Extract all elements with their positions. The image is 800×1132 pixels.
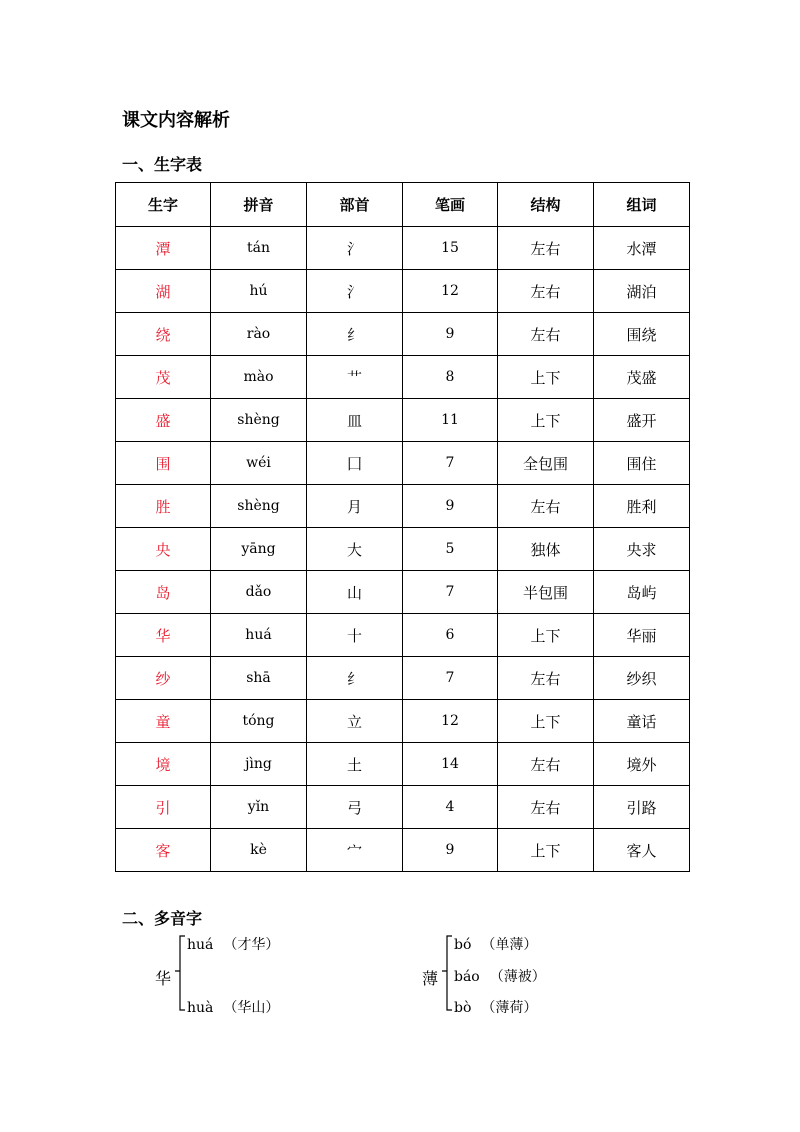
column-header: 部首 [307, 183, 403, 227]
table-cell-radical: 囗 [307, 442, 403, 485]
table-cell-structure: 独体 [498, 528, 594, 571]
table-cell-strokes: 12 [403, 270, 498, 313]
table-cell-pinyin: yǐn [211, 786, 307, 829]
table-cell-structure: 半包围 [498, 571, 594, 614]
table-cell-character: 茂 [116, 356, 211, 399]
brace-icon [440, 934, 454, 1012]
table-cell-strokes: 9 [403, 485, 498, 528]
table-cell-strokes: 15 [403, 227, 498, 270]
table-row [116, 227, 690, 270]
table-cell-character: 胜 [116, 485, 211, 528]
table-cell-character: 央 [116, 528, 211, 571]
table-cell-structure: 上下 [498, 614, 594, 657]
table-cell-pinyin: yāng [211, 528, 307, 571]
table-cell-strokes: 8 [403, 356, 498, 399]
table-cell-radical: 纟 [307, 313, 403, 356]
brace-icon [173, 934, 187, 1012]
section-heading-new-characters: 一、生字表 [122, 155, 203, 174]
reading-example-word: （单薄） [481, 937, 538, 953]
table-cell-character: 盛 [116, 399, 211, 442]
table-cell-pinyin: tóng [211, 700, 307, 743]
column-header: 拼音 [211, 183, 307, 227]
reading-pinyin: huá [187, 937, 214, 953]
table-cell-structure: 上下 [498, 356, 594, 399]
table-row [116, 270, 690, 313]
polyphone-reading [454, 997, 537, 1017]
table-cell-word: 胜利 [594, 485, 690, 528]
table-row [116, 399, 690, 442]
table-row [116, 356, 690, 399]
table-cell-structure: 左右 [498, 313, 594, 356]
table-cell-structure: 全包围 [498, 442, 594, 485]
new-characters-table [115, 182, 690, 872]
polyphone-character: 薄 [422, 969, 439, 988]
table-row [116, 485, 690, 528]
table-cell-pinyin: huá [211, 614, 307, 657]
table-cell-character: 绕 [116, 313, 211, 356]
table-cell-pinyin: wéi [211, 442, 307, 485]
table-cell-word: 童话 [594, 700, 690, 743]
table-row [116, 829, 690, 872]
table-cell-strokes: 7 [403, 442, 498, 485]
table-cell-pinyin: dǎo [211, 571, 307, 614]
table-cell-word: 茂盛 [594, 356, 690, 399]
table-cell-pinyin: kè [211, 829, 307, 872]
polyphone-reading [454, 934, 537, 954]
table-row [116, 614, 690, 657]
table-cell-structure: 左右 [498, 485, 594, 528]
table-cell-structure: 左右 [498, 657, 594, 700]
table-cell-word: 岛屿 [594, 571, 690, 614]
table-cell-radical: 氵 [307, 270, 403, 313]
reading-example-word: （华山） [223, 1000, 280, 1016]
table-cell-radical: 立 [307, 700, 403, 743]
table-cell-character: 客 [116, 829, 211, 872]
table-cell-word: 境外 [594, 743, 690, 786]
table-cell-word: 围住 [594, 442, 690, 485]
table-cell-strokes: 7 [403, 571, 498, 614]
table-cell-character: 境 [116, 743, 211, 786]
table-cell-structure: 上下 [498, 399, 594, 442]
table-cell-word: 围绕 [594, 313, 690, 356]
table-row [116, 700, 690, 743]
table-row [116, 313, 690, 356]
table-cell-strokes: 9 [403, 829, 498, 872]
polyphone-character: 华 [155, 969, 172, 988]
reading-example-word: （薄荷） [481, 1000, 538, 1016]
table-cell-radical: 艹 [307, 356, 403, 399]
table-cell-strokes: 6 [403, 614, 498, 657]
table-row [116, 743, 690, 786]
table-cell-strokes: 5 [403, 528, 498, 571]
table-cell-radical: 山 [307, 571, 403, 614]
table-header-row [116, 183, 690, 227]
table-cell-word: 央求 [594, 528, 690, 571]
table-cell-pinyin: rào [211, 313, 307, 356]
table-cell-character: 华 [116, 614, 211, 657]
table-cell-word: 湖泊 [594, 270, 690, 313]
column-header: 结构 [498, 183, 594, 227]
table-cell-radical: 宀 [307, 829, 403, 872]
table-cell-radical: 皿 [307, 399, 403, 442]
table-cell-pinyin: shā [211, 657, 307, 700]
table-cell-structure: 左右 [498, 743, 594, 786]
table-cell-radical: 十 [307, 614, 403, 657]
table-cell-word: 华丽 [594, 614, 690, 657]
table-cell-strokes: 12 [403, 700, 498, 743]
table-cell-character: 围 [116, 442, 211, 485]
table-cell-radical: 纟 [307, 657, 403, 700]
reading-pinyin: huà [187, 1000, 214, 1016]
table-cell-pinyin: shèng [211, 399, 307, 442]
table-cell-character: 引 [116, 786, 211, 829]
table-cell-pinyin: jìng [211, 743, 307, 786]
table-cell-word: 水潭 [594, 227, 690, 270]
section-heading-polyphonic-characters: 二、多音字 [122, 909, 203, 928]
table-cell-word: 盛开 [594, 399, 690, 442]
table-cell-character: 湖 [116, 270, 211, 313]
table-cell-radical: 氵 [307, 227, 403, 270]
table-cell-word: 纱织 [594, 657, 690, 700]
table-cell-strokes: 4 [403, 786, 498, 829]
polyphone-group [155, 930, 395, 1020]
table-cell-pinyin: tán [211, 227, 307, 270]
table-row [116, 528, 690, 571]
table-cell-structure: 上下 [498, 829, 594, 872]
table-cell-pinyin: shèng [211, 485, 307, 528]
reading-example-word: （薄被） [489, 969, 546, 985]
reading-pinyin: báo [454, 969, 480, 985]
table-cell-word: 客人 [594, 829, 690, 872]
table-row [116, 657, 690, 700]
table-cell-structure: 左右 [498, 270, 594, 313]
page-title: 课文内容解析 [122, 110, 230, 131]
table-cell-pinyin: hú [211, 270, 307, 313]
table-cell-strokes: 7 [403, 657, 498, 700]
table-cell-structure: 左右 [498, 786, 594, 829]
table-cell-character: 童 [116, 700, 211, 743]
table-row [116, 571, 690, 614]
table-cell-word: 引路 [594, 786, 690, 829]
table-cell-strokes: 14 [403, 743, 498, 786]
column-header: 组词 [594, 183, 690, 227]
table-cell-radical: 大 [307, 528, 403, 571]
table-cell-radical: 弓 [307, 786, 403, 829]
polyphone-group [422, 930, 662, 1020]
reading-pinyin: bò [454, 1000, 472, 1016]
reading-example-word: （才华） [223, 937, 280, 953]
table-cell-radical: 月 [307, 485, 403, 528]
table-cell-structure: 上下 [498, 700, 594, 743]
table-cell-structure: 左右 [498, 227, 594, 270]
column-header: 生字 [116, 183, 211, 227]
polyphone-reading [187, 934, 279, 954]
polyphone-reading [187, 997, 279, 1017]
table-row [116, 786, 690, 829]
table-cell-pinyin: mào [211, 356, 307, 399]
table-cell-radical: 土 [307, 743, 403, 786]
table-cell-strokes: 9 [403, 313, 498, 356]
column-header: 笔画 [403, 183, 498, 227]
table-row [116, 442, 690, 485]
table-cell-character: 岛 [116, 571, 211, 614]
polyphone-reading [454, 966, 546, 986]
reading-pinyin: bó [454, 937, 472, 953]
table-cell-strokes: 11 [403, 399, 498, 442]
table-cell-character: 纱 [116, 657, 211, 700]
table-cell-character: 潭 [116, 227, 211, 270]
